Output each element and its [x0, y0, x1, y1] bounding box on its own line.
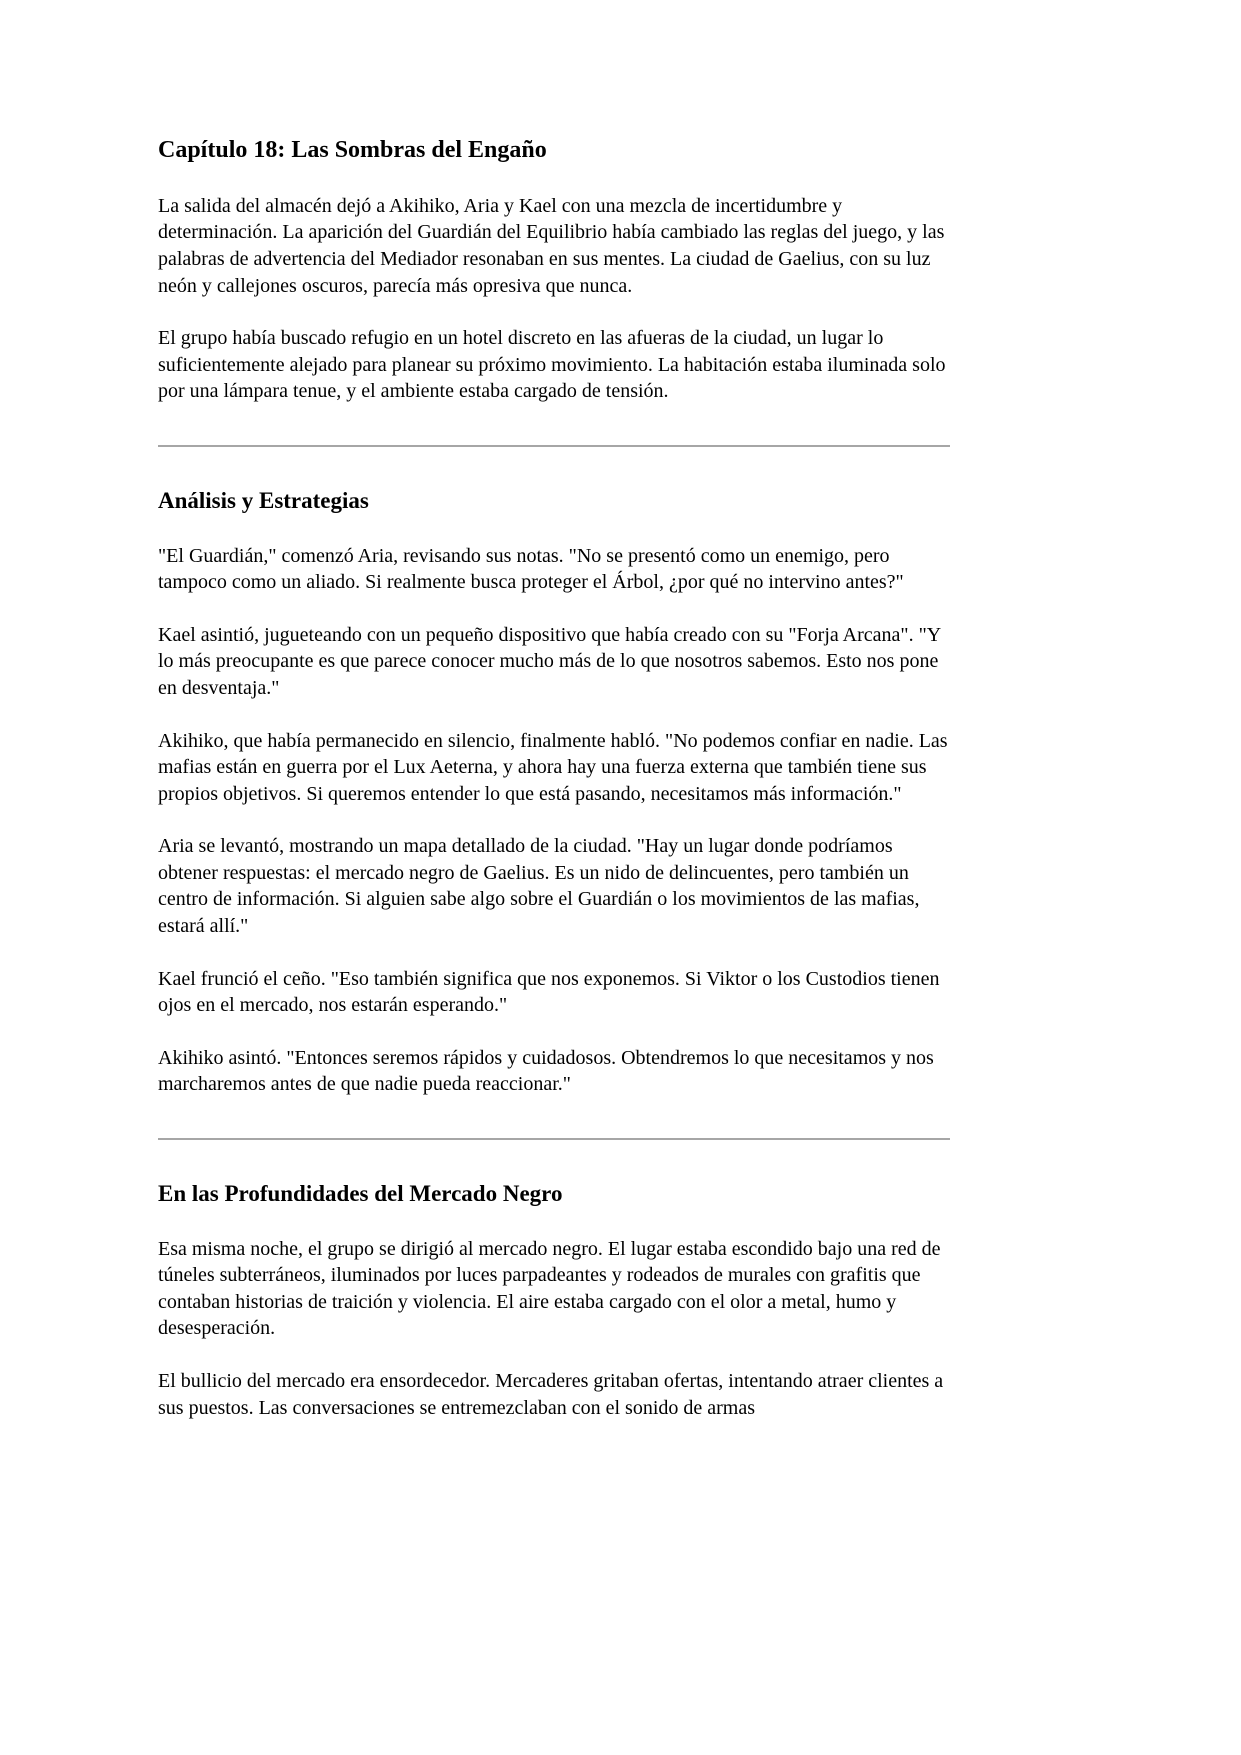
- paragraph: Akihiko asintó. "Entonces seremos rápidos y cuidadosos. Obtendremos lo que necesitamos y nos marcharemos antes de que nadie pueda reaccionar.": [158, 1046, 934, 1096]
- section-divider: [158, 445, 950, 447]
- paragraph: La salida del almacén dejó a Akihiko, Aria y Kael con una mezcla de incertidumbre y determinación. La aparición del Guardián del Equilibrio había cambiado las reglas del juego, y las palabras de advertencia del Mediador resonaban en sus mentes. La ciudad de Gaelius, con su luz neón y callejones oscuros, parecía más opresiva que nunca.: [158, 194, 945, 297]
- section-divider: [158, 1138, 950, 1140]
- paragraph: Akihiko, que había permanecido en silencio, finalmente habló. "No podemos confiar en nadie. Las mafias están en guerra por el Lux Aeterna, y ahora hay una fuerza externa que también tiene sus propios objetivos. Si queremos entender lo que está pasando, necesitamos más información.": [158, 729, 948, 805]
- paragraph: Kael frunció el ceño. "Eso también significa que nos exponemos. Si Viktor o los Custodios tienen ojos en el mercado, nos estarán esperando.": [158, 967, 940, 1017]
- paragraph: Esa misma noche, el grupo se dirigió al mercado negro. El lugar estaba escondido bajo una red de túneles subterráneos, iluminados por luces parpadeantes y rodeados de murales con grafitis que contaban historias de traición y violencia. El aire estaba cargado con el olor a metal, humo y desesperación.: [158, 1237, 941, 1340]
- paragraph: "El Guardián," comenzó Aria, revisando sus notas. "No se presentó como un enemigo, pero tampoco como un aliado. Si realmente busca proteger el Árbol, ¿por qué no intervino antes?": [158, 544, 904, 594]
- section-heading-mercado-negro: En las Profundidades del Mercado Negro: [158, 1181, 563, 1207]
- chapter-title: Capítulo 18: Las Sombras del Engaño: [158, 137, 547, 163]
- paragraph: Aria se levantó, mostrando un mapa detallado de la ciudad. "Hay un lugar donde podríamos obtener respuestas: el mercado negro de Gaelius. Es un nido de delincuentes, pero también un centro de información. Si alguien sabe algo sobre el Guardián o los movimientos de las mafias, estará allí.": [158, 835, 920, 938]
- paragraph: El bullicio del mercado era ensordecedor. Mercaderes gritaban ofertas, intentando atraer clientes a sus puestos. Las conversaciones se entremezclaban con el sonido de armas: [158, 1370, 944, 1419]
- paragraph: Kael asintió, jugueteando con un pequeño dispositivo que había creado con su "Forja Arcana". "Y lo más preocupante es que parece conocer mucho más de lo que nosotros sabemos. Esto nos pone en desventaja.": [158, 623, 941, 699]
- section-heading-analisis-y-estrategias: Análisis y Estrategias: [158, 487, 369, 513]
- paragraph: El grupo había buscado refugio en un hotel discreto en las afueras de la ciudad, un lugar lo suficientemente alejado para planear su próximo movimiento. La habitación estaba iluminada solo por una lámpara tenue, y el ambiente estaba cargado de tensión.: [158, 327, 946, 403]
